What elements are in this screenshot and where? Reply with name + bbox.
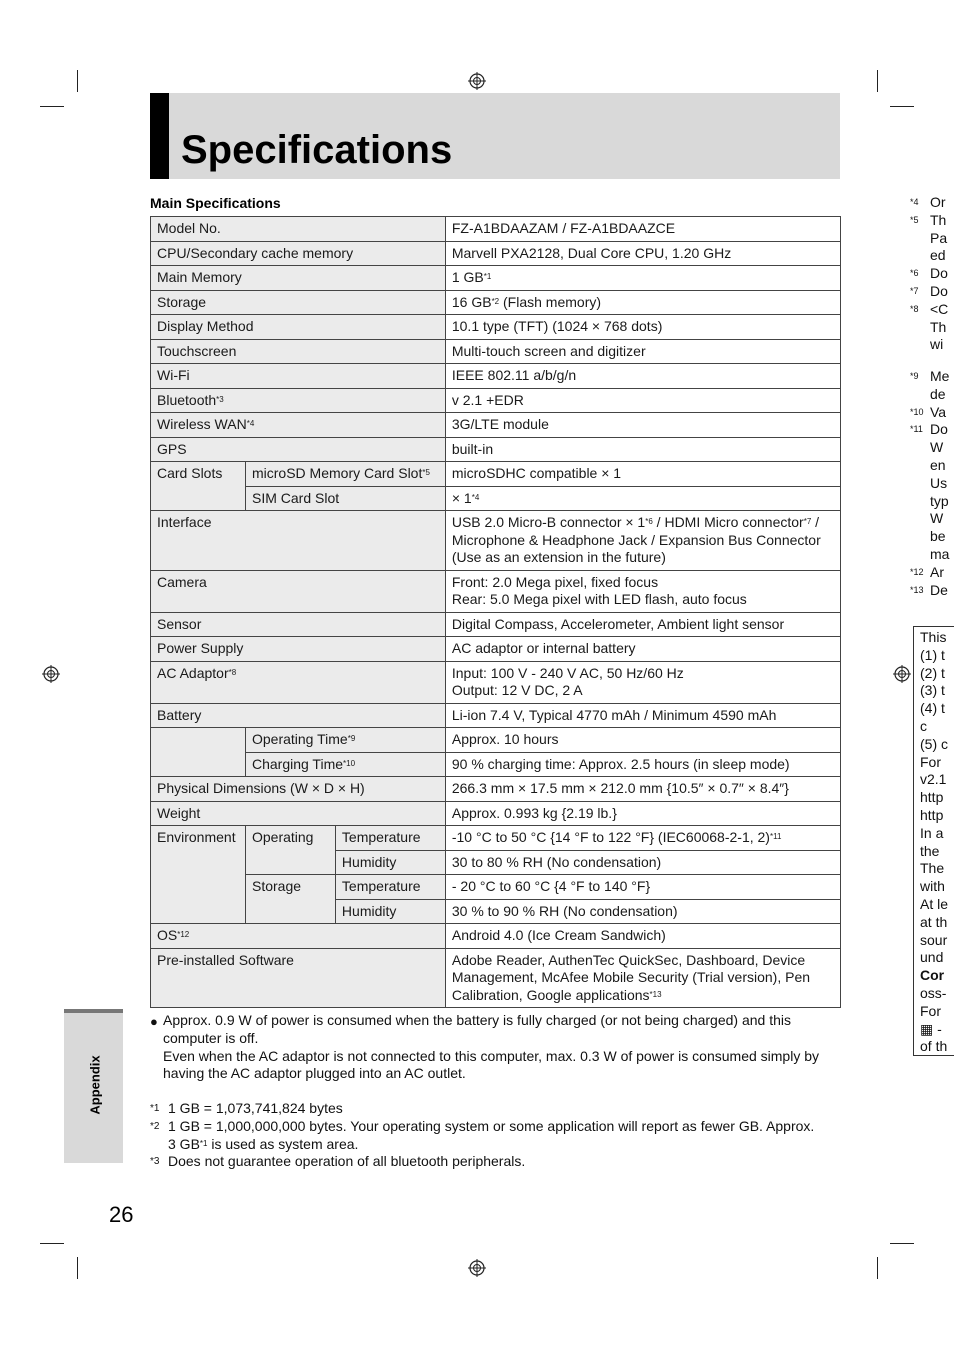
facing-page-text: ma — [930, 545, 950, 562]
facing-page-text: Us — [930, 474, 948, 491]
facing-page-line — [910, 528, 949, 546]
facing-page-line — [910, 265, 948, 283]
row-value: -10 °C to 50 °C {14 °F to 122 °F} (IEC60068-2-1, 2)$^{*11}$ — [445, 826, 840, 851]
row-label: Pre-installed Software — [151, 948, 446, 1008]
facing-page-box-line: of th — [920, 1038, 948, 1055]
facing-page-line — [910, 510, 949, 528]
footnote-marker: *1 — [150, 1103, 160, 1114]
facing-page-text: W — [930, 439, 944, 456]
row-value: AC adaptor or internal battery — [445, 637, 840, 662]
row-sublabel: SIM Card Slot — [245, 486, 445, 511]
facing-page-box-line: (1) t — [920, 646, 945, 663]
table-row — [151, 752, 841, 777]
row-label: CPU/Secondary cache memory — [151, 241, 446, 266]
crop-mark — [40, 106, 64, 107]
table-row — [151, 777, 841, 802]
row-sublabel: Operating — [245, 826, 335, 875]
row-label: Model No. — [151, 217, 446, 242]
facing-page-box-line: sour — [920, 931, 948, 948]
table-row — [151, 511, 841, 571]
registration-mark-icon — [893, 665, 911, 683]
row-value: 90 % charging time: Approx. 2.5 hours (in sleep mode) — [445, 752, 840, 777]
row-value: IEEE 802.11 a/b/g/n — [445, 364, 840, 389]
table-row — [151, 364, 841, 389]
row-value: Multi-touch screen and digitizer — [445, 339, 840, 364]
row-label: Physical Dimensions (W × D × H) — [151, 777, 446, 802]
row-value: Approx. 10 hours — [445, 728, 840, 753]
crop-mark — [877, 1257, 878, 1279]
table-row — [151, 612, 841, 637]
row-value: Android 4.0 (Ice Cream Sandwich) — [445, 924, 840, 949]
facing-page-text: Do — [930, 421, 948, 438]
row-label: Bluetooth$^{*3}$ — [151, 388, 446, 413]
table-row — [151, 462, 841, 487]
row-label: Card Slots — [151, 462, 246, 511]
facing-page-box-line: v2.1 — [920, 771, 947, 788]
row-value: 30 to 80 % RH (No condensation) — [445, 850, 840, 875]
facing-page-line — [910, 194, 948, 212]
crop-mark — [877, 70, 878, 92]
facing-page-box-line: The — [920, 860, 945, 877]
facing-page-text: Th — [930, 211, 947, 228]
row-value: v 2.1 +EDR — [445, 388, 840, 413]
row-value: 3G/LTE module — [445, 413, 840, 438]
footnote-marker: *3 — [150, 1156, 160, 1167]
facing-page-text: De — [930, 581, 948, 598]
row-label: Sensor — [151, 612, 446, 637]
footnote — [150, 1118, 840, 1154]
row-label: Storage — [151, 290, 446, 315]
footnote-marker: *2 — [150, 1121, 160, 1132]
facing-page-text: de — [930, 385, 946, 402]
footnote-marker: *7 — [910, 285, 919, 296]
table-row — [151, 924, 841, 949]
row-subsublabel: Humidity — [335, 850, 445, 875]
facing-page-line — [910, 475, 949, 493]
facing-page-text: typ — [930, 492, 949, 509]
row-value: 10.1 type (TFT) (1024 × 768 dots) — [445, 315, 840, 340]
row-value: 30 % to 90 % RH (No condensation) — [445, 899, 840, 924]
power-note — [150, 1012, 840, 1083]
row-subsublabel: Temperature — [335, 875, 445, 900]
row-value: Li-ion 7.4 V, Typical 4770 mAh / Minimum 4590 mAh — [445, 703, 840, 728]
footnote-marker: *4 — [910, 197, 919, 207]
facing-page-box-line: (4) t — [920, 700, 945, 717]
row-sublabel: Storage — [245, 875, 335, 924]
row-label: Main Memory — [151, 266, 446, 291]
facing-page-line — [910, 319, 948, 337]
registration-mark-icon — [468, 1259, 486, 1277]
facing-page-box-line: the — [920, 842, 940, 859]
footnote-text: 1 GB = 1,073,741,824 bytes — [168, 1100, 343, 1116]
facing-page-box-line: (5) c — [920, 735, 948, 752]
facing-page-text: Pa — [930, 229, 948, 246]
facing-page-box-line: http — [920, 789, 944, 806]
table-row — [151, 703, 841, 728]
facing-page-text: Do — [930, 265, 948, 282]
table-row — [151, 486, 841, 511]
table-row — [151, 661, 841, 703]
row-label: Environment — [151, 826, 246, 924]
row-value: Marvell PXA2128, Dual Core CPU, 1.20 GHz — [445, 241, 840, 266]
table-row — [151, 388, 841, 413]
table-row — [151, 290, 841, 315]
facing-page-text: Ar — [930, 563, 944, 580]
table-row — [151, 826, 841, 851]
footnote — [150, 1153, 840, 1171]
row-value: built-in — [445, 437, 840, 462]
table-row — [151, 339, 841, 364]
facing-page-text: Va — [930, 403, 947, 420]
footnote-text: Does not guarantee operation of all bluetooth peripherals. — [168, 1153, 526, 1169]
facing-page-text: wi — [930, 336, 944, 353]
table-row — [151, 948, 841, 1008]
row-subsublabel: Humidity — [335, 899, 445, 924]
facing-page-box-line: Cor — [920, 967, 945, 984]
footnote-marker: *6 — [910, 268, 919, 279]
row-label: Interface — [151, 511, 446, 571]
facing-page-box-line: oss- — [920, 984, 947, 1001]
row-subsublabel: Temperature — [335, 826, 445, 851]
facing-page-line — [910, 404, 949, 422]
header-accent-bar — [150, 93, 169, 179]
row-value: Input: 100 V - 240 V AC, 50 Hz/60 Hz Output: 12 V DC, 2 A — [445, 661, 840, 703]
facing-page-text: Th — [930, 318, 947, 335]
row-label: Weight — [151, 801, 446, 826]
row-sublabel: microSD Memory Card Slot$^{*5}$ — [245, 462, 445, 487]
bullet-icon: ● — [150, 1014, 158, 1029]
facing-page-line — [910, 212, 948, 230]
crop-mark — [890, 106, 914, 107]
row-label: GPS — [151, 437, 446, 462]
facing-page-line — [910, 493, 949, 511]
registration-mark-icon — [468, 72, 486, 90]
row-label: Display Method — [151, 315, 446, 340]
facing-page-box-line: In a — [920, 824, 944, 841]
facing-page-box-text — [920, 629, 948, 1056]
facing-page-line — [910, 301, 948, 319]
facing-page-line — [910, 546, 949, 564]
facing-page-line — [910, 564, 949, 582]
footnote-marker: *10 — [910, 406, 924, 417]
row-value: 1 GB$^{*1}$ — [445, 266, 840, 291]
row-value: 16 GB$^{*2}$ (Flash memory) — [445, 290, 840, 315]
facing-page-box-line: und — [920, 949, 944, 966]
facing-page-text: W — [930, 510, 944, 527]
row-value: × $1^{*4}$ — [445, 486, 840, 511]
table-row — [151, 266, 841, 291]
note-text: Approx. 0.9 W of power is consumed when the battery is fully charged (or not being charged) and this computer is off. — [163, 1012, 792, 1046]
facing-page-line — [910, 247, 948, 265]
table-row — [151, 801, 841, 826]
table-row — [151, 315, 841, 340]
crop-mark — [77, 70, 78, 92]
facing-page-box-line: This — [920, 629, 947, 645]
row-value: - 20 °C to 60 °C {4 °F to 140 °F} — [445, 875, 840, 900]
row-label: Wireless WAN$^{*4}$ — [151, 413, 446, 438]
page-title: Specifications — [181, 128, 453, 172]
row-label: AC Adaptor$^{*8}$ — [151, 661, 446, 703]
facing-page-box-line: (2) t — [920, 664, 945, 681]
facing-page-line — [910, 582, 949, 600]
footnote-marker: *5 — [910, 214, 919, 225]
facing-page-line — [910, 230, 948, 248]
crop-mark — [77, 1257, 78, 1279]
page-number: 26 — [109, 1202, 134, 1227]
row-value: FZ-A1BDAAZAM / FZ-A1BDAAZCE — [445, 217, 840, 242]
facing-page-line — [910, 336, 948, 354]
section-title: Main Specifications — [150, 195, 281, 211]
footnote-marker: *11 — [910, 424, 923, 435]
footnote-marker: *8 — [910, 303, 919, 314]
row-label-spacer — [151, 728, 246, 777]
facing-page-line — [910, 439, 949, 457]
appendix-tab-label: Appendix — [87, 1055, 103, 1115]
facing-page-line — [910, 457, 949, 475]
facing-page-box-line: (3) t — [920, 682, 945, 699]
row-label: Wi-Fi — [151, 364, 446, 389]
facing-page-line — [910, 368, 949, 386]
facing-page-text: Do — [930, 282, 948, 299]
table-row — [151, 637, 841, 662]
facing-page-line — [910, 386, 949, 404]
row-value: microSDHC compatible × 1 — [445, 462, 840, 487]
table-row — [151, 437, 841, 462]
facing-page-box-line: at th — [920, 913, 948, 930]
facing-page-footnotes — [910, 368, 949, 599]
facing-page-text: <C — [930, 300, 949, 317]
registration-mark-icon — [42, 665, 60, 683]
facing-page-box-line: At le — [920, 895, 949, 912]
row-label: OS$^{*12}$ — [151, 924, 446, 949]
row-sublabel: Charging Time$^{*10}$ — [245, 752, 445, 777]
row-value: Approx. 0.993 kg {2.19 lb.} — [445, 801, 840, 826]
row-label: Camera — [151, 570, 446, 612]
row-value: 266.3 mm × 17.5 mm × 212.0 mm {10.5″ × 0.7″ × 8.4″} — [445, 777, 840, 802]
row-label: Touchscreen — [151, 339, 446, 364]
facing-page-line — [910, 283, 948, 301]
footnote-marker: *13 — [910, 584, 924, 595]
facing-page-text: Or — [930, 194, 946, 210]
row-sublabel: Operating Time$^{*9}$ — [245, 728, 445, 753]
facing-page-footnotes — [910, 194, 948, 354]
facing-page-box-line: ▦ - — [920, 1020, 942, 1037]
row-value: USB 2.0 Micro-B connector × $1^{*6}$ / HDMI Micro connector$^{*7}$ / Microphone & Headphone Jack / Expansion Bus Connector (Use as an extension in the future) — [445, 511, 840, 571]
row-label: Battery — [151, 703, 446, 728]
specifications-table — [150, 216, 841, 1008]
table-row — [151, 570, 841, 612]
crop-mark — [40, 1243, 64, 1244]
note-text: Even when the AC adaptor is not connected to this computer, max. 0.3 W of power is consumed simply by having the AC adaptor plugged into an AC outlet. — [163, 1047, 819, 1082]
table-row — [151, 413, 841, 438]
footnote-marker: *9 — [910, 371, 919, 381]
facing-page-box-line: http — [920, 806, 944, 823]
facing-page-text: be — [930, 528, 946, 545]
table-row — [151, 875, 841, 900]
facing-page-text: en — [930, 456, 946, 473]
crop-mark — [890, 1243, 914, 1244]
table-row — [151, 217, 841, 242]
facing-page-box-line: with — [920, 878, 945, 895]
table-row — [151, 241, 841, 266]
facing-page-text: Me — [930, 368, 950, 384]
row-value: Adobe Reader, AuthenTec QuickSec, Dashboard, Device Management, McAfee Mobile Security (Trial version), Pen Calibration, Google applications$^{*13}$ — [445, 948, 840, 1008]
footnote-text: 1 GB = 1,000,000,000 bytes. Your operating system or some application will report as fewer GB. Approx. 3 GB$^{*1}$ is used as system area. — [168, 1118, 815, 1152]
facing-page-box-line: c — [920, 717, 927, 734]
facing-page-box-line: For — [920, 1002, 941, 1019]
footnote — [150, 1100, 840, 1118]
row-value: Digital Compass, Accelerometer, Ambient light sensor — [445, 612, 840, 637]
table-row — [151, 728, 841, 753]
page-header — [150, 93, 840, 179]
facing-page-line — [910, 421, 949, 439]
row-label: Power Supply — [151, 637, 446, 662]
facing-page-text: ed — [930, 247, 946, 264]
footnote-marker: *12 — [910, 566, 924, 577]
row-value: Front: 2.0 Mega pixel, fixed focus Rear: 5.0 Mega pixel with LED flash, auto focus — [445, 570, 840, 612]
facing-page-box-line: For — [920, 753, 941, 770]
